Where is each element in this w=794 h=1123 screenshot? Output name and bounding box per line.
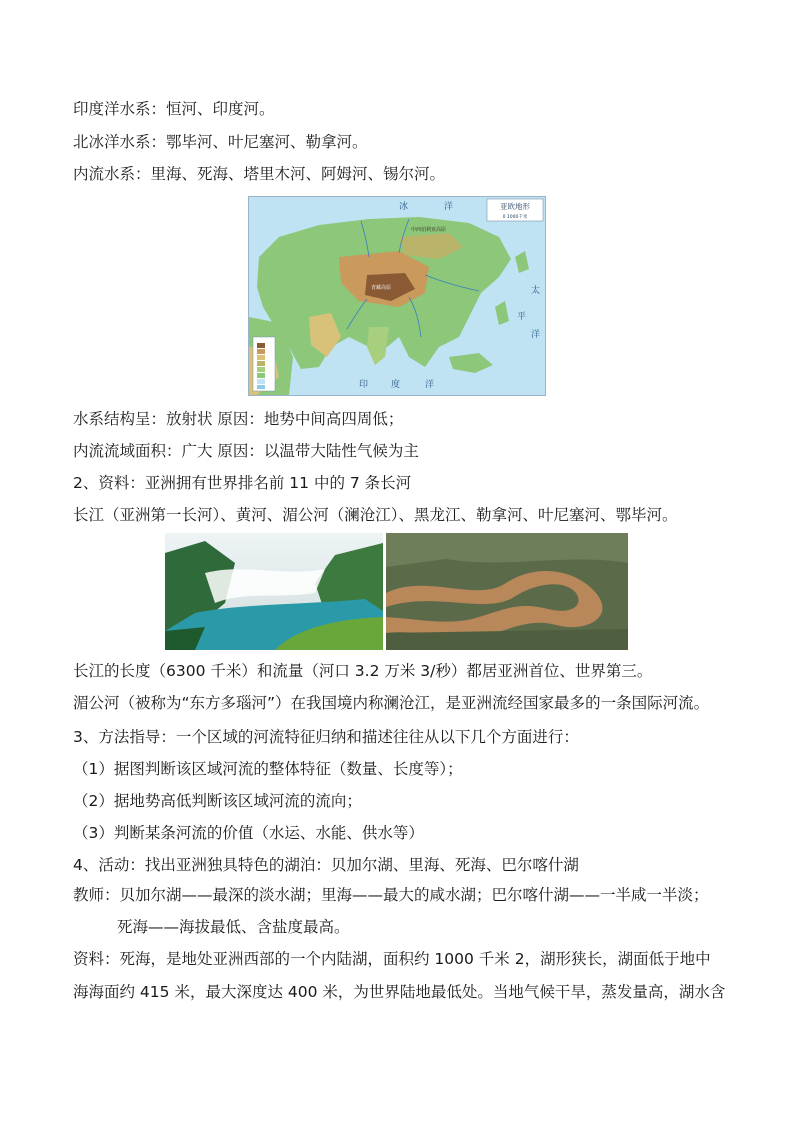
text-line-activity-lakes: 4、活动：找出亚洲独具特色的湖泊：贝加尔湖、里海、死海、巴尔喀什湖 [73,856,579,874]
map-label-tai: 太 [531,286,541,296]
map-label-central-siberian-plateau: 中西伯利亚高原 [411,227,447,233]
text-line-method-3: （3）判断某条河流的价值（水运、水能、供水等） [73,824,424,842]
text-line-material-rivers: 2、资料：亚洲拥有世界排名前 11 中的 7 条长河 [73,474,412,492]
text-line-river-list: 长江（亚洲第一长河）、黄河、湄公河（澜沧江）、黑龙江、勒拿河、叶尼塞河、鄂毕河。 [73,506,678,524]
map-label-yang: 洋 [425,380,435,390]
text-line-dead-sea-note: 死海——海拔最低、含盐度最高。 [117,918,350,936]
text-line-inland-system: 内流水系：里海、死海、塔里木河、阿姆河、锡尔河。 [73,165,446,183]
eurasia-terrain-map [248,196,546,396]
map-label-du: 度 [391,380,401,390]
text-line-indian-ocean-system: 印度洋水系：恒河、印度河。 [73,100,275,118]
yellow-river-bend-photo [386,533,628,650]
map-label-yin: 印 [359,380,369,390]
text-line-method-2: （2）据地势高低判断该区域河流的流向； [73,792,362,810]
map-title: 亚欧地形 [500,202,530,211]
map-scale: 0 1000千米 [502,215,528,220]
text-line-arctic-ocean-system: 北冰洋水系：鄂毕河、叶尼塞河、勒拿河。 [73,133,368,151]
text-line-inland-area: 内流流域面积：广大 原因：以温带大陆性气候为主 [73,442,419,460]
text-line-method-1: （1）据图判断该区域河流的整体特征（数量、长度等）； [73,760,463,778]
map-label-ice: 冰 [399,202,409,212]
yangtze-gorge-photo [165,533,383,650]
text-line-method-guide: 3、方法指导：一个区域的河流特征归纳和描述往往从以下几个方面进行： [73,728,579,746]
map-label-tibetan-plateau: 青藏高原 [371,285,392,291]
text-line-teacher: 教师：贝加尔湖——最深的淡水湖；里海——最大的咸水湖；巴尔喀什湖——一半咸一半淡； [73,886,709,904]
map-legend [253,337,275,391]
text-line-mekong: 湄公河（被称为“东方多瑙河”）在我国境内称澜沧江，是亚洲流经国家最多的一条国际河流。 [73,694,710,712]
map-label-ocean-east: 洋 [531,330,541,340]
text-line-dead-sea-material-1: 资料：死海，是地处亚洲西部的一个内陆湖，面积约 1000 千米 2，湖形狭长，湖面低于地中 [73,950,711,968]
text-line-yangtze-stats: 长江的长度（6300 千米）和流量（河口 3.2 万米 3/秒）都居亚洲首位、世界第三。 [73,662,653,680]
map-label-ping: 平 [517,312,527,322]
text-line-dead-sea-material-2: 海海面约 415 米，最大深度达 400 米，为世界陆地最低处。当地气候干旱，蒸发量高，湖水含 [73,983,726,1001]
map-label-ocean-north: 洋 [444,202,454,212]
text-line-structure: 水系结构呈：放射状 原因：地势中间高四周低； [73,410,404,428]
